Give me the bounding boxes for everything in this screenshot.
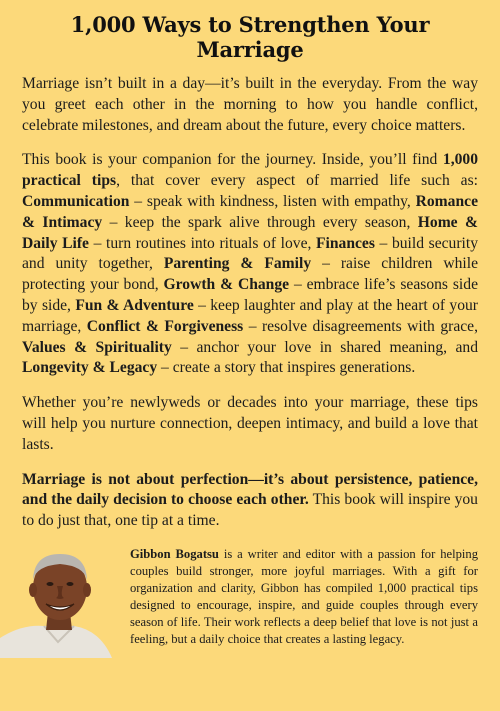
tips-count: 1,000 practical tips bbox=[22, 151, 478, 190]
closing-paragraph: Whether you’re newlyweds or decades into your marriage, these tips will help you nurture connection, deepen intimacy, and build a love that lasts. bbox=[22, 394, 478, 453]
intro-paragraph: Marriage isn’t built in a day—it’s built in the everyday. From the way you greet each other in the morning to how you handle conflict, celebrate milestones, and dream about the future, every choice matters. bbox=[22, 75, 478, 134]
author-portrait-image bbox=[0, 546, 120, 658]
topic-desc: – build security and unity together, bbox=[22, 234, 478, 273]
topic-name: Finances bbox=[316, 234, 375, 252]
topic-name: Longevity & Legacy bbox=[22, 359, 158, 377]
topic-desc: – create a story that inspires generations. bbox=[157, 359, 416, 377]
topic-desc: – embrace life’s seasons side by side, bbox=[22, 276, 478, 314]
statement-rest: This book will inspire you to do just that, one tip at a time. bbox=[22, 491, 478, 530]
topic-name: Fun & Adventure bbox=[75, 296, 194, 314]
author-bio-text: is a writer and editor with a passion for helping couples build stronger, more joyful marriages. With a gift for organization and clarity, Gibbon has compiled 1,000 practical tips designed to encourage, inspire, and guide couples through every season of life. Their work reflects a deep belief that love is not just a feeling, but a daily choice that creates a lasting legacy. bbox=[130, 546, 478, 646]
companion-paragraph bbox=[22, 150, 478, 379]
topic-desc: – raise children while protecting your bond, bbox=[22, 255, 478, 294]
companion-lead: This book is your companion for the journey. Inside, you’ll find bbox=[22, 151, 443, 169]
topic-desc: – anchor your love in shared meaning, and bbox=[171, 338, 479, 356]
topic-name: Growth & Change bbox=[163, 276, 290, 294]
book-title: 1,000 Ways to Strengthen Your Marriage bbox=[70, 12, 430, 62]
author-bio bbox=[130, 546, 478, 648]
topic-desc: – resolve disagreements with grace, bbox=[243, 317, 478, 335]
author-section bbox=[22, 546, 478, 666]
topic-name: Conflict & Forgiveness bbox=[86, 317, 244, 335]
topic-name: Values & Spirituality bbox=[22, 338, 172, 356]
topic-name: Parenting & Family bbox=[163, 255, 312, 273]
topic-desc: – keep laughter and play at the heart of your marriage, bbox=[22, 296, 478, 335]
topic-name: Communication bbox=[22, 192, 130, 210]
topic-desc: – turn routines into rituals of love, bbox=[88, 234, 317, 252]
statement-bold: Marriage is not about perfection—it’s about persistence, patience, and the daily decision to choose each other. bbox=[22, 470, 478, 509]
topic-name: Romance & Intimacy bbox=[22, 192, 478, 231]
topic-name: Home & Daily Life bbox=[22, 213, 478, 252]
statement-paragraph bbox=[22, 470, 478, 532]
topic-desc: – speak with kindness, listen with empathy, bbox=[129, 192, 416, 210]
topic-desc: – keep the spark alive through every season, bbox=[102, 213, 418, 231]
author-name: Gibbon Bogatsu bbox=[130, 546, 219, 561]
companion-lead-tail: , that cover every aspect of married life such as: bbox=[116, 172, 478, 190]
author-photo bbox=[0, 546, 120, 658]
